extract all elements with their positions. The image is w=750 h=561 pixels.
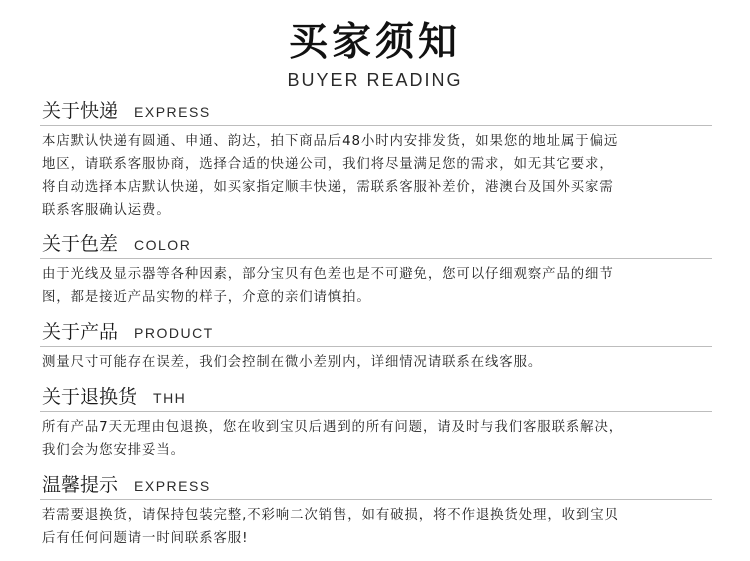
section-heading [42,383,186,411]
section-body: 所有产品7天无理由包退换，您在收到宝贝后遇到的所有问题，请及时与我们客服联系解决， 我们会为您安排妥当。 [42,420,624,458]
section-body: 若需要退换货，请保持包装完整,不彩响二次销售，如有破损，将不作退换货处理，收到宝贝 后有任何问题请一时间联系客服! [42,508,619,546]
section-title: 关于产品 [42,321,119,343]
page-subtitle: BUYER READING [287,70,463,90]
section-divider [40,258,712,259]
section-divider [40,411,712,412]
section-subtitle: PRODUCT [134,325,214,341]
section-title: 关于色差 [42,233,119,255]
section-title: 关于快递 [42,100,119,122]
section-divider [40,125,712,126]
section-subtitle: THH [153,390,187,406]
section-body: 由于光线及显示器等各种因素，部分宝贝有色差也是不可避免，您可以仔细观察产品的细节 图，都是接近产品实物的样子，介意的亲们请慎拍。 [42,267,614,305]
section-subtitle: EXPRESS [134,104,211,120]
section-divider [40,499,712,500]
section-subtitle: COLOR [134,237,192,253]
section-heading [42,471,211,499]
section-body: 测量尺寸可能存在误差，我们会控制在微小差别内，详细情况请联系在线客服。 [42,355,543,370]
section-title: 温馨提示 [42,474,119,496]
section-divider [40,346,712,347]
section-heading [42,318,214,346]
section-subtitle: EXPRESS [134,478,211,494]
section-heading [42,230,191,258]
section-body: 本店默认快递有圆通、申通、韵达，拍下商品后48小时内安排发货，如果您的地址属于偏远 地区，请联系客服协商，选择合适的快递公司，我们将尽量满足您的需求，如无其它要求， 将自动选择本店默认快递，如买家指定顺丰快递，需联系客服补差价，港澳台及国外买家需 联系客服确认运费。 [42,134,619,218]
section-title: 关于退换货 [42,386,138,408]
page-title: 买家须知 [288,19,461,65]
section-heading [42,97,211,125]
